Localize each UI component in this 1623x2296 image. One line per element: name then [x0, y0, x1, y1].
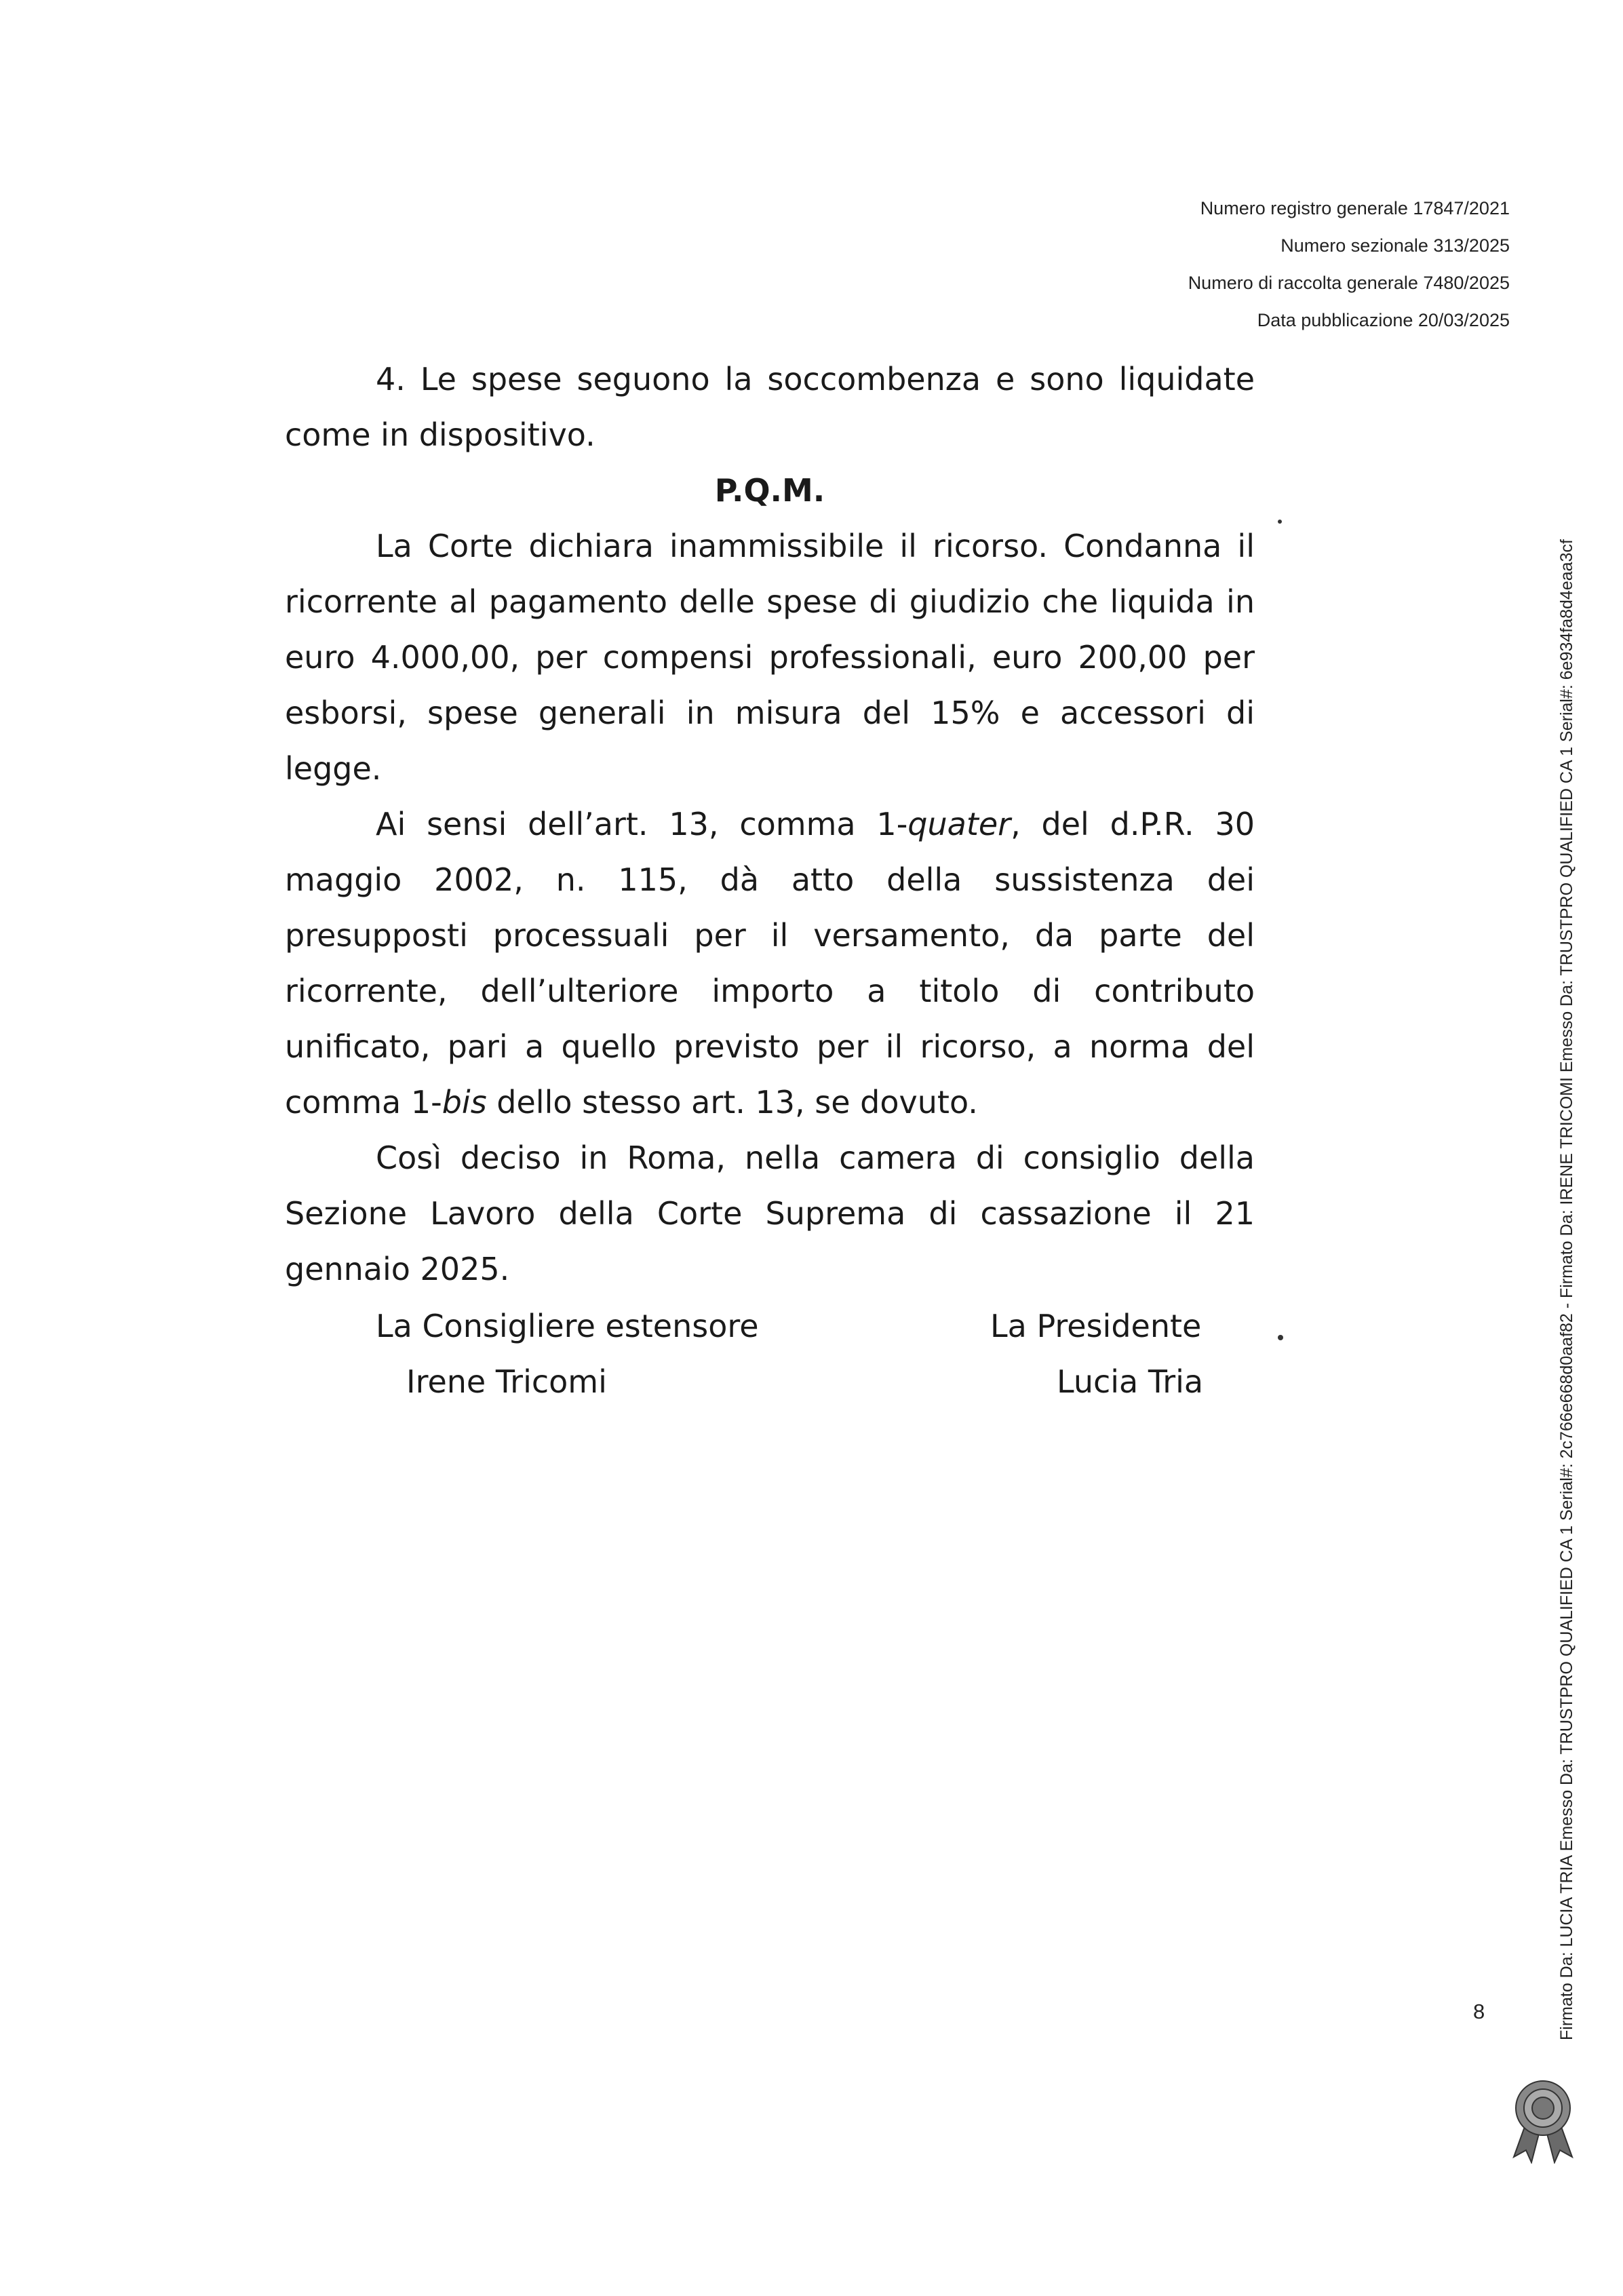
raccolta-generale: Numero di raccolta generale 7480/2025 [1188, 273, 1510, 293]
presidente-role: La Presidente [990, 1308, 1202, 1344]
consigliere-name: Irene Tricomi [406, 1363, 607, 1400]
paragraph-spese: 4. Le spese seguono la soccombenza e sono liquidate come in dispositivo. [285, 361, 1255, 453]
paragraph-deciso: Così deciso in Roma, nella camera di consiglio della Sezione Lavoro della Corte Suprema di cassazione il 21 gennaio 2025. [285, 1140, 1255, 1287]
pqm-heading: P.Q.M. [714, 472, 825, 509]
scan-speck [1278, 1335, 1283, 1340]
signature-right [990, 1298, 1203, 1409]
scan-speck [1278, 520, 1282, 524]
document-body [285, 351, 1255, 1297]
paragraph-contributo [285, 796, 1255, 1130]
p3-text-b: , del d.P.R. 30 maggio 2002, n. 115, dà atto della sussistenza dei presupposti processuali per il versamento, da parte del ricorrente, dell’ulteriore importo a titolo di contributo unificato, pari a quello previsto per il ricorso, a norma del comma 1- [285, 806, 1255, 1121]
presidente-name: Lucia Tria [1057, 1363, 1204, 1400]
document-header [1188, 190, 1510, 339]
digital-signature-text: Firmato Da: LUCIA TRIA Emesso Da: TRUSTPRO QUALIFIED CA 1 Serial#: 2c766e668d0aaf82 - Firmato Da: IRENE TRICOMI Emesso Da: TRUSTPRO QUALIFIED CA 1 Serial#: 6e934fa8d4eaa3cf [1557, 539, 1576, 2040]
page-number: 8 [1473, 2000, 1485, 2023]
paragraph-dispositivo: La Corte dichiara inammissibile il ricorso. Condanna il ricorrente al pagamento delle spese di giudizio che liquida in euro 4.000,00, per compensi professionali, euro 200,00 per esborsi, spese generali in misura del 15% e accessori di legge. [285, 528, 1255, 787]
certification-ribbon-icon [1506, 2076, 1580, 2164]
registro-generale: Numero registro generale 17847/2021 [1200, 198, 1510, 218]
p3-text-c: dello stesso art. 13, se dovuto. [486, 1084, 978, 1121]
p3-italic-bis: bis [442, 1084, 487, 1121]
data-pubblicazione: Data pubblicazione 20/03/2025 [1257, 310, 1510, 330]
numero-sezionale: Numero sezionale 313/2025 [1280, 235, 1510, 256]
p3-text-a: Ai sensi dell’art. 13, comma 1- [376, 806, 908, 842]
p3-italic-quater: quater [907, 806, 1011, 842]
consigliere-role: La Consigliere estensore [376, 1308, 759, 1344]
signature-left [376, 1298, 759, 1409]
